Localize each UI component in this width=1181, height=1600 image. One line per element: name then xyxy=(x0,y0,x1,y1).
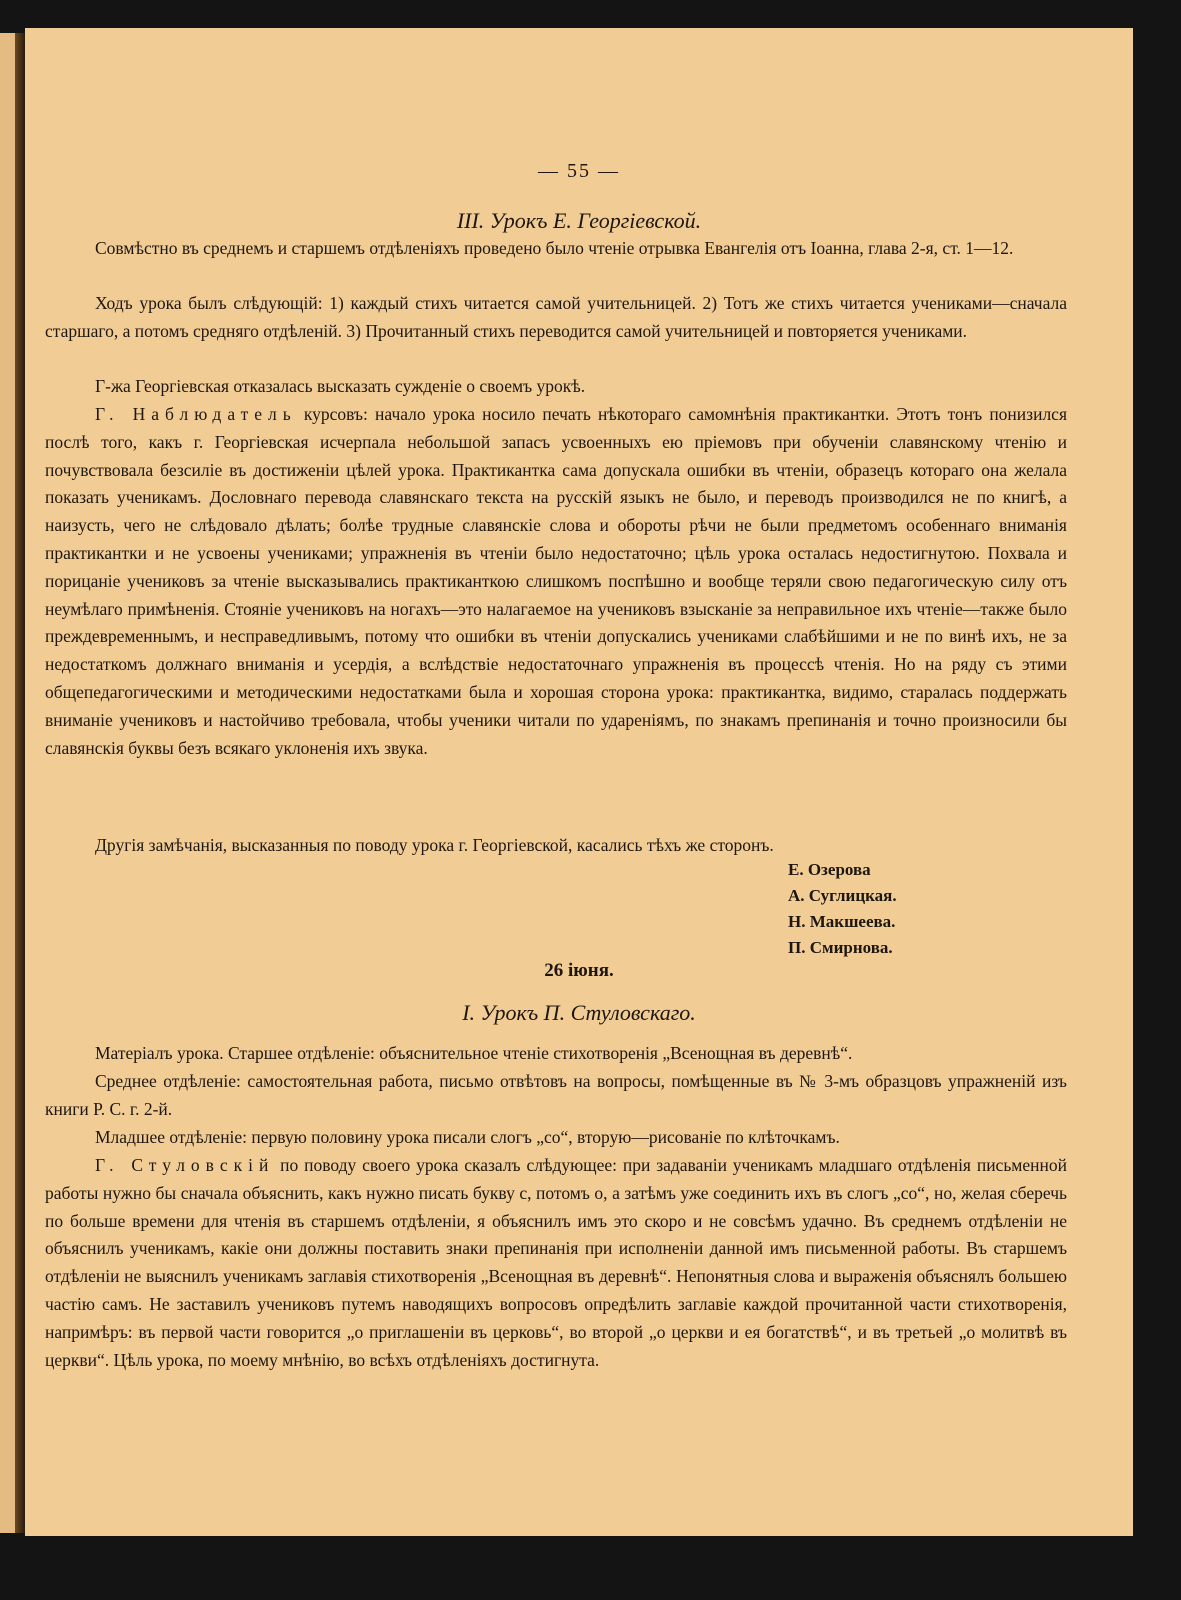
previous-page-edge xyxy=(0,33,15,1533)
signature-name: П. Смирнова. xyxy=(788,938,893,957)
signature-block xyxy=(788,857,897,961)
paragraph: Другія замѣчанія, высказанныя по поводу урока г. Георгіевской, касались тѣхъ же сторонъ. xyxy=(95,835,774,855)
paragraph-text: курсовъ: начало урока носило печать нѣкотораго самомнѣнія практикантки. Этотъ тонъ понизился послѣ того, какъ г. Георгіевская исчерпала небольшой запасъ усвоенныхъ ею пріемовъ при обученіи славянскому чтенію и почувствовала безсиліе въ достиженіи цѣлей урока. Практикантка сама допускала ошибки въ чтеніи, образецъ котораго она желала показать ученикамъ. Дословнаго перевода славянскаго текста на русскій языкъ не было, и переводъ производился не по книгѣ, а наизусть, чего не слѣдовало дѣлать; болѣе трудные славянскіе слова и обороты рѣчи не были предметомъ особеннаго вниманія практикантки и не усвоены учениками; упражненія въ чтеніи было недостаточно; цѣль урока осталась недостигнутою. Похвала и порицаніе учениковъ за чтеніе высказывались практиканткою слишкомъ поспѣшно и вообще теряли свою педагогическую силу отъ неумѣлаго примѣненія. Стояніе учениковъ на ногахъ—это налагаемое на учениковъ взысканіе за неправильное ихъ чтеніе—также было преждевременнымъ, и несправедливымъ, потому что ошибки въ чтеніи допускались учениками слабѣйшими и не по винѣ ихъ, не за недостаткомъ должнаго вниманія и усердія, а вслѣдствіе недостаточнаго упражненія въ процессѣ чтенія. Но на ряду съ этими общепедагогическими и методическими недостатками была и хорошая сторона урока: практикантка, видимо, старалась поддержать вниманіе учениковъ и настойчиво требовала, чтобы ученики читали по удареніямъ, по знакамъ препинанія и точно произносили бы славянскія буквы безъ всякаго уклоненія ихъ звука. xyxy=(45,404,1067,758)
section-heading-stulovsky: I. Урокъ П. Стуловскаго. xyxy=(462,1000,696,1025)
signature-name: Н. Макшеева. xyxy=(788,912,896,931)
speaker-name: Г. Наблюдатель xyxy=(95,404,297,424)
paragraph-observer-review xyxy=(45,401,1067,762)
signature-name: Е. Озерова xyxy=(788,860,871,879)
paragraph: Г-жа Георгіевская отказалась высказать сужденіе о своемъ урокѣ. xyxy=(95,376,586,396)
paragraph: Среднее отдѣленіе: самостоятельная работа, письмо отвѣтовъ на вопросы, помѣщенные въ № 3-мъ образцовъ упражненій изъ книги Р. С. г. 2-й. xyxy=(45,1071,1067,1119)
book-page xyxy=(25,28,1133,1536)
page-number: — 55 — xyxy=(538,160,620,182)
paragraph-stulovsky-review xyxy=(45,1152,1067,1374)
paragraph: Совмѣстно въ среднемъ и старшемъ отдѣленіяхъ проведено было чтеніе отрывка Евангелія отъ Іоанна, глава 2-я, ст. 1—12. xyxy=(95,238,1014,258)
paragraph: Младшее отдѣленіе: первую половину урока писали слогъ „со“, вторую—рисованіе по клѣточкамъ. xyxy=(95,1127,840,1147)
section-heading-georgievskaya: III. Урокъ Е. Георгіевской. xyxy=(456,208,702,233)
book-gutter xyxy=(15,33,25,1533)
paragraph-text: по поводу своего урока сказалъ слѣдующее: при задаваніи ученикамъ младшаго отдѣленія письменной работы нужно бы сначала объяснить, какъ нужно писать букву с, потомъ о, а затѣмъ уже соединить ихъ въ слогъ „со“, но, желая сберечь по больше времени для чтенія въ старшемъ отдѣленіи, я объяснилъ имъ это скоро и не совсѣмъ удачно. Въ среднемъ отдѣленіи не объяснилъ ученикамъ, какіе они должны поставить знаки препинанія при исполненіи данной имъ письменной работы. Въ старшемъ отдѣленіи не выяснилъ ученикамъ заглавія стихотворенія „Всенощная въ деревнѣ“. Непонятныя слова и выраженія объяснялъ большею частію самъ. Не заставилъ учениковъ путемъ наводящихъ вопросовъ опредѣлить заглавіе каждой прочитанной части стихотворенія, напримѣръ: въ первой части говорится „о приглашеніи въ церковь“, во второй „о церкви и ея богатствѣ“, и въ третьей „о молитвѣ въ церкви“. Цѣль урока, по моему мнѣнію, во всѣхъ отдѣленіяхъ достигнута. xyxy=(45,1155,1067,1370)
speaker-name: Г. Стуловскій xyxy=(95,1155,275,1175)
signature-name: А. Суглицкая. xyxy=(788,886,897,905)
paragraph: Матеріалъ урока. Старшее отдѣленіе: объяснительное чтеніе стихотворенія „Всенощная въ деревнѣ“. xyxy=(95,1043,853,1063)
paragraph: Ходъ урока былъ слѣдующій: 1) каждый стихъ читается самой учительницей. 2) Тотъ же стихъ читается учениками—сначала старшаго, а потомъ средняго отдѣленій. 3) Прочитанный стихъ переводится самой учительницей и повторяется учениками. xyxy=(45,293,1067,341)
date-heading: 26 іюня. xyxy=(544,960,614,981)
